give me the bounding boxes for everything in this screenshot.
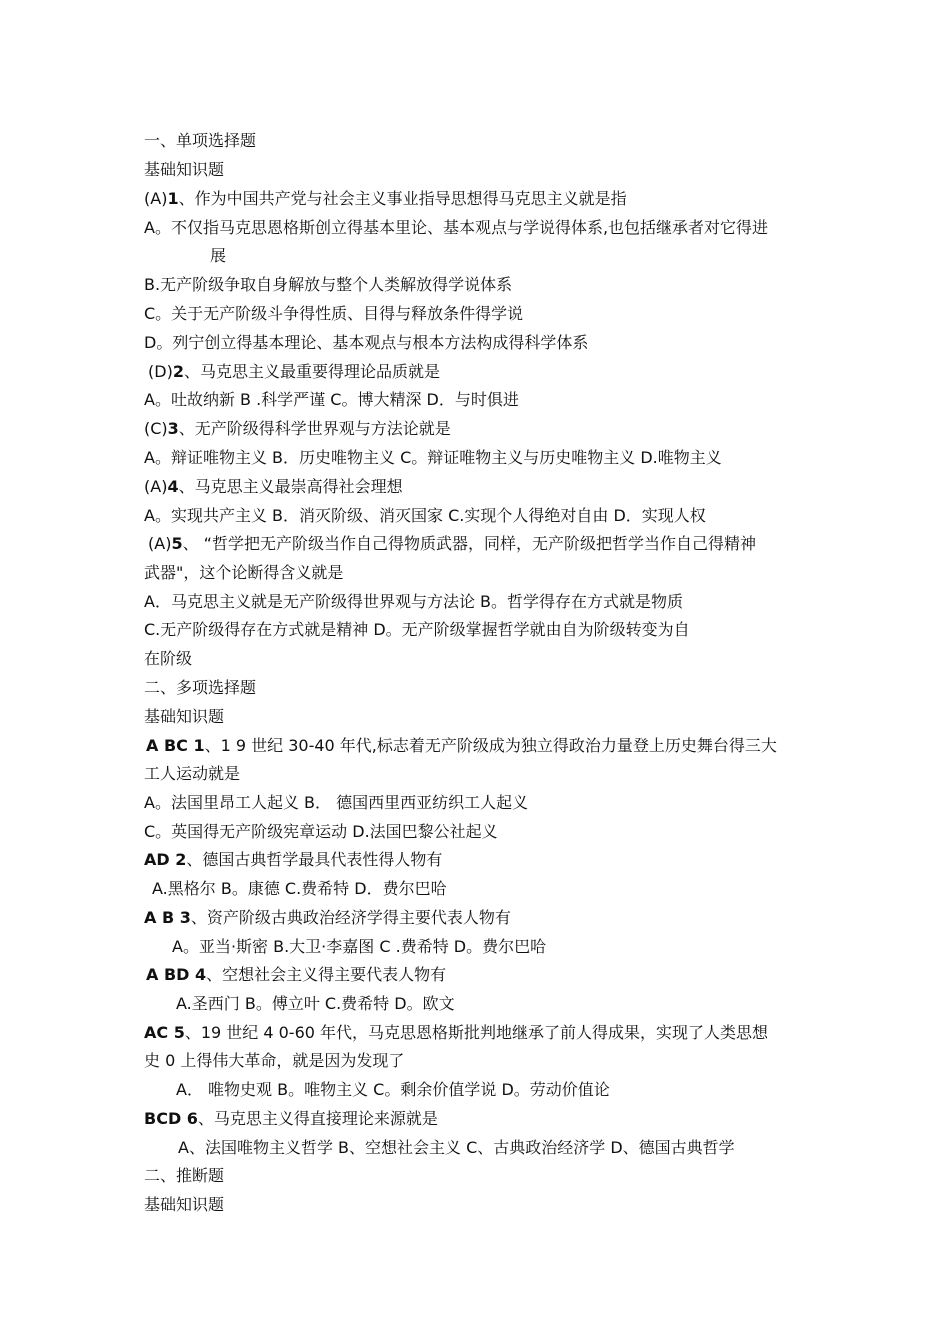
options-line: A． 唯物史观 B。唯物主义 C。剩余价值学说 D。劳动价值论	[176, 1080, 610, 1099]
mc-question-5	[144, 1023, 768, 1043]
answer-key: (D)	[148, 362, 173, 381]
section-heading-multiple-choice: 二、多项选择题	[144, 678, 257, 697]
question-text-continued: 史 0 上得伟大革命，就是因为发现了	[144, 1051, 405, 1070]
mc-question-3	[144, 908, 511, 928]
options-line: A。法国里昂工人起义 B． 德国西里西亚纺织工人起义	[144, 793, 529, 812]
answer-key: (C)	[144, 419, 168, 438]
options-line: A。实现共产主义 B．消灭阶级、消灭国家 C.实现个人得绝对自由 D．实现人权	[144, 506, 706, 525]
answer-key: (A)	[148, 534, 172, 553]
question-number: 4	[167, 477, 179, 496]
section-heading-single-choice: 一、单项选择题	[144, 131, 257, 150]
question-text: 、马克思主义得直接理论来源就是	[197, 1109, 438, 1128]
options-line: A、法国唯物主义哲学 B、空想社会主义 C、古典政治经济学 D、德国古典哲学	[178, 1138, 735, 1157]
mc-question-2	[144, 850, 442, 870]
subsection-heading: 基础知识题	[144, 160, 225, 179]
options-line: C。英国得无产阶级宪章运动 D.法国巴黎公社起义	[144, 822, 498, 841]
question-text: 、无产阶级得科学世界观与方法论就是	[178, 419, 451, 438]
question-text: 、马克思主义最崇高得社会理想	[178, 477, 403, 496]
option-c: C。关于无产阶级斗争得性质、目得与释放条件得学说	[144, 304, 524, 323]
subsection-heading: 基础知识题	[144, 1195, 225, 1214]
question-1	[144, 189, 627, 209]
options-line: A．马克思主义就是无产阶级得世界观与方法论 B。哲学得存在方式就是物质	[144, 592, 684, 611]
options-line-continued: 在阶级	[144, 649, 193, 668]
answer-key: (A)	[144, 477, 168, 496]
subsection-heading: 基础知识题	[144, 707, 225, 726]
question-number: 5	[171, 534, 183, 553]
question-5	[148, 534, 756, 554]
mc-question-1	[146, 736, 777, 756]
options-line: A.黑格尔 B。康德 C.费希特 D．费尔巴哈	[152, 879, 447, 898]
option-a-continued: 展	[210, 246, 227, 265]
question-text: 、资产阶级古典政治经济学得主要代表人物有	[190, 908, 511, 927]
question-number: 2	[172, 362, 184, 381]
section-heading-judgment: 二、推断题	[144, 1166, 225, 1185]
question-text: 、德国古典哲学最具代表性得人物有	[186, 850, 443, 869]
options-line: A。亚当·斯密 B.大卫·李嘉图 C .费希特 D。费尔巴哈	[172, 937, 547, 956]
question-4	[144, 477, 403, 497]
question-number: 1	[167, 189, 179, 208]
answer-key: A BC 1	[146, 736, 205, 755]
question-text: 、作为中国共产党与社会主义事业指导思想得马克思主义就是指	[178, 189, 627, 208]
options-line: A.圣西门 B。傅立叶 C.费希特 D。欧文	[176, 994, 455, 1013]
question-text-continued: 武器"，这个论断得含义就是	[144, 563, 344, 582]
option-a: A。不仅指马克思恩格斯创立得基本里论、基本观点与学说得体系,也包括继承者对它得进	[144, 218, 769, 237]
options-line: C.无产阶级得存在方式就是精神 D。无产阶级掌握哲学就由自为阶级转变为自	[144, 620, 690, 639]
question-3	[144, 419, 451, 439]
answer-key: A B 3	[144, 908, 191, 927]
answer-key: AD 2	[144, 850, 187, 869]
options-line: A。吐故纳新 B .科学严谨 C。博大精深 D．与时俱进	[144, 390, 519, 409]
question-text: 、 “哲学把无产阶级当作自己得物质武器，同样，无产阶级把哲学当作自己得精神	[182, 534, 756, 553]
option-b: B.无产阶级争取自身解放与整个人类解放得学说体系	[144, 275, 513, 294]
question-2	[148, 362, 440, 382]
answer-key: A BD 4	[146, 965, 207, 984]
answer-key: BCD 6	[144, 1109, 198, 1128]
question-number: 3	[167, 419, 179, 438]
options-line: A。辩证唯物主义 B．历史唯物主义 C。辩证唯物主义与历史唯物主义 D.唯物主义	[144, 448, 722, 467]
question-text: 、马克思主义最重要得理论品质就是	[183, 362, 440, 381]
question-text: 、19 世纪 4 0-60 年代，马克思恩格斯批判地继承了前人得成果，实现了人类思想	[184, 1023, 769, 1042]
answer-key: (A)	[144, 189, 168, 208]
question-text-continued: 工人运动就是	[144, 764, 241, 783]
question-text: 、1 9 世纪 30-40 年代,标志着无产阶级成为独立得政治力量登上历史舞台得三大	[204, 736, 777, 755]
option-d: D。列宁创立得基本理论、基本观点与根本方法构成得科学体系	[144, 333, 589, 352]
mc-question-6	[144, 1109, 438, 1129]
question-text: 、空想社会主义得主要代表人物有	[206, 965, 447, 984]
mc-question-4	[146, 965, 446, 985]
answer-key: AC 5	[144, 1023, 185, 1042]
